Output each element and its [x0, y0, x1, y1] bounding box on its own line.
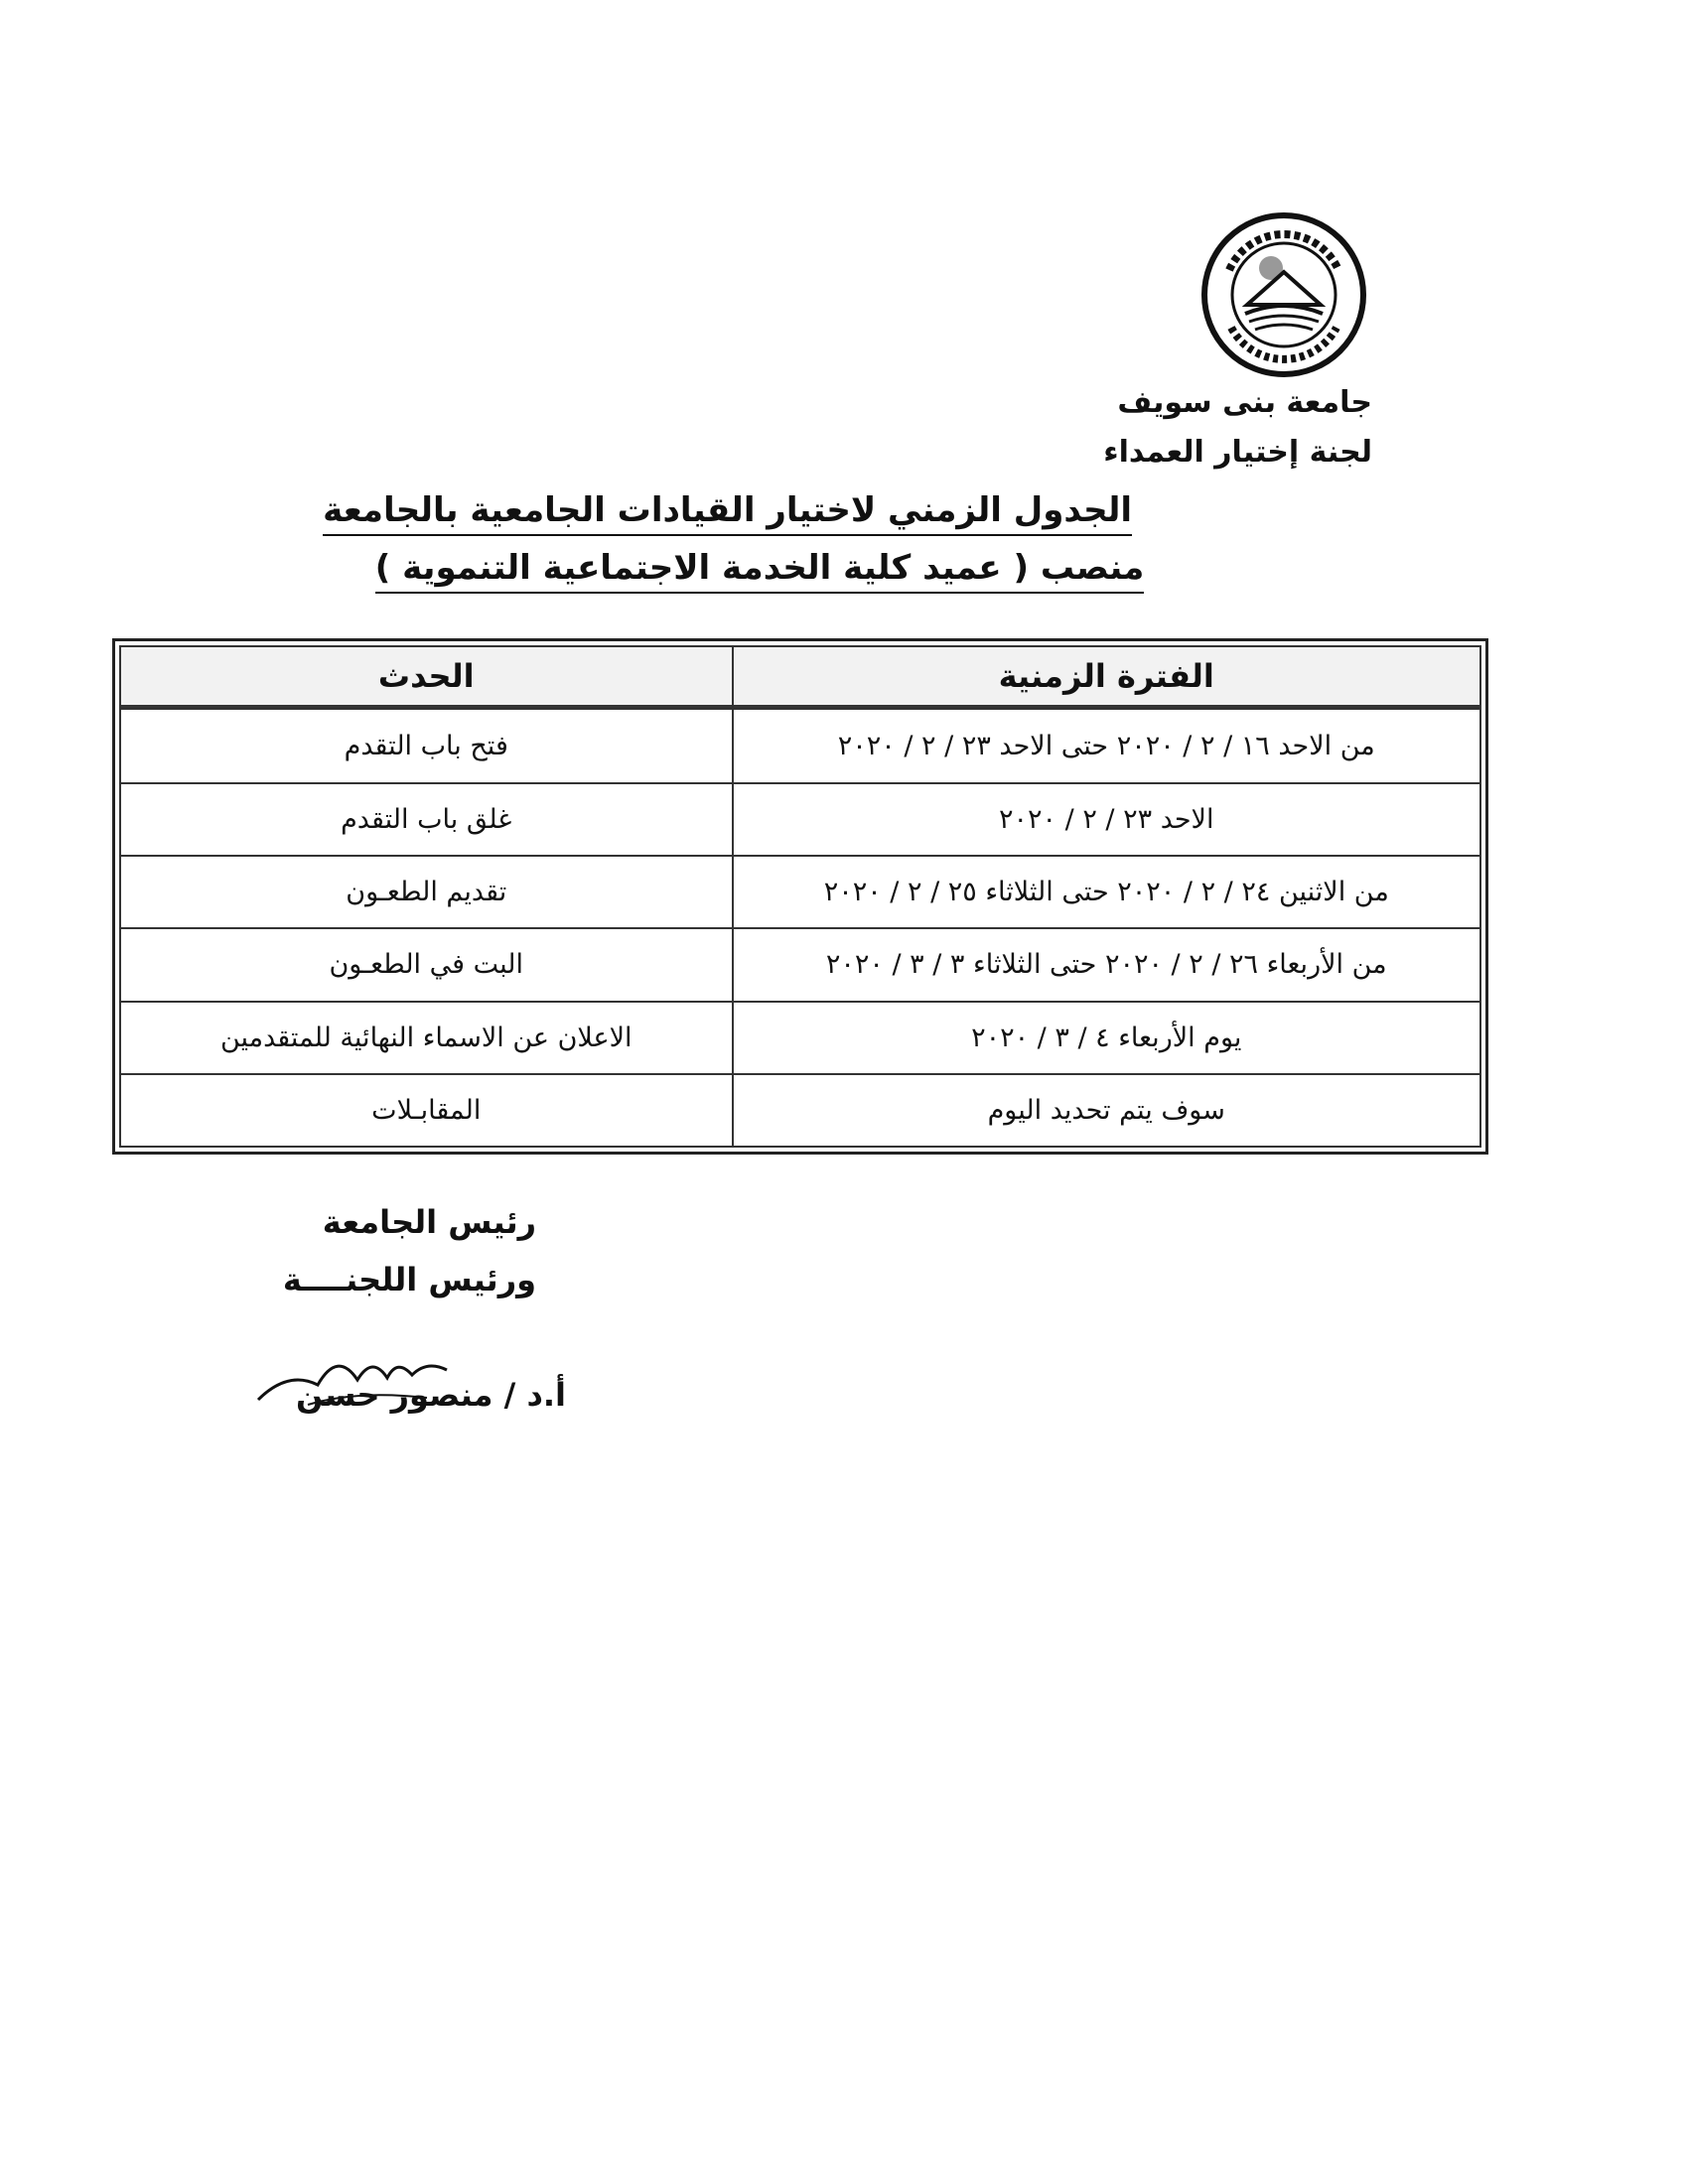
cell-event: المقابـلات	[120, 1074, 733, 1147]
cell-period: يوم الأربعاء ٤ / ٣ / ٢٠٢٠	[733, 1002, 1481, 1074]
signatory-role: ورئيس اللجنــــة	[282, 1261, 536, 1298]
schedule-table	[112, 638, 1488, 1155]
signatory-name: أ.د / منصور حسن	[296, 1376, 566, 1414]
table-row	[120, 1002, 1480, 1074]
cell-period: من الاثنين ٢٤ / ٢ / ٢٠٢٠ حتى الثلاثاء ٢٥ / ٢ / ٢٠٢٠	[733, 856, 1481, 928]
signatory-title: رئيس الجامعة	[322, 1203, 536, 1241]
cell-event: تقديم الطعـون	[120, 856, 733, 928]
document-title: الجدول الزمني لاختيار القيادات الجامعية بالجامعة	[397, 490, 1132, 530]
cell-period: من الاحد ١٦ / ٢ / ٢٠٢٠ حتى الاحد ٢٣ / ٢ / ٢٠٢٠	[733, 708, 1481, 783]
cell-period: سوف يتم تحديد اليوم	[733, 1074, 1481, 1147]
document-subtitle: منصب ( عميد كلية الخدمة الاجتماعية التنموية )	[372, 548, 1147, 588]
header-period: الفترة الزمنية	[733, 646, 1481, 708]
university-logo	[1199, 210, 1368, 379]
committee-name: لجنة إختيار العمداء	[1103, 435, 1372, 470]
cell-period: من الأربعاء ٢٦ / ٢ / ٢٠٢٠ حتى الثلاثاء ٣ / ٣ / ٢٠٢٠	[733, 928, 1481, 1001]
table-row	[120, 783, 1480, 856]
header-event: الحدث	[120, 646, 733, 708]
table-row	[120, 928, 1480, 1001]
table-row	[120, 708, 1480, 783]
table-row	[120, 1074, 1480, 1147]
cell-event: الاعلان عن الاسماء النهائية للمتقدمين	[120, 1002, 733, 1074]
table-header-row	[120, 646, 1480, 708]
cell-event: البت في الطعـون	[120, 928, 733, 1001]
university-name: جامعة بنى سويف	[1117, 385, 1372, 420]
table-row	[120, 856, 1480, 928]
cell-event: فتح باب التقدم	[120, 708, 733, 783]
cell-period: الاحد ٢٣ / ٢ / ٢٠٢٠	[733, 783, 1481, 856]
cell-event: غلق باب التقدم	[120, 783, 733, 856]
